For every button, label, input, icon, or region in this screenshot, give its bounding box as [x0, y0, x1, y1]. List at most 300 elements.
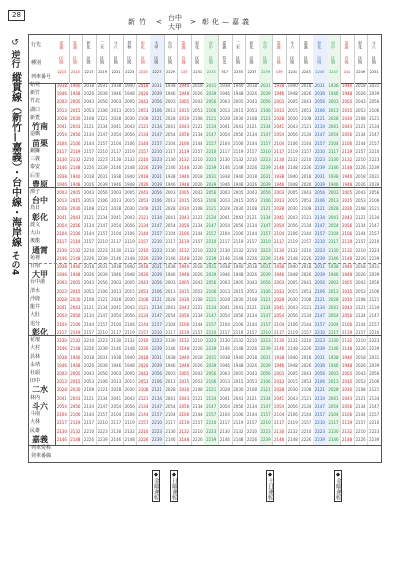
- time-cell: 2043: [287, 214, 298, 220]
- time-cell: 2147: [260, 313, 271, 319]
- train-column: [272, 83, 287, 445]
- time-cell: 2210: [314, 420, 325, 426]
- train-number: 141: [343, 70, 351, 74]
- train-destination: 嘉義: [344, 41, 350, 49]
- time-cell: 2134: [138, 132, 149, 138]
- time-cell: 2108: [355, 115, 366, 121]
- time-cell: 2003: [328, 99, 339, 105]
- time-cell: 2157: [83, 148, 95, 154]
- time-cell: 1940: [341, 264, 353, 269]
- time-cell: 2056: [260, 280, 271, 286]
- train-column-header: [354, 35, 369, 83]
- time-cell: 2226: [192, 255, 203, 261]
- time-cell: 2106: [287, 231, 298, 237]
- time-cell: 2005: [178, 99, 190, 105]
- time-cell: 2013: [56, 288, 67, 294]
- time-cell: 2056: [70, 132, 81, 138]
- time-cell: 2144: [355, 231, 366, 237]
- time-cell: 1946: [165, 362, 176, 368]
- time-cell: 2117: [274, 239, 285, 245]
- time-cell: 2148: [233, 436, 244, 442]
- time-cell: 2028: [165, 387, 176, 393]
- time-cell: 2104: [219, 412, 230, 418]
- time-cell: 2053: [192, 379, 203, 385]
- time-cell: 1940: [233, 264, 244, 269]
- train-destination: 二水: [100, 41, 106, 49]
- time-cell: 2223: [369, 338, 380, 344]
- time-cell: 2104: [328, 231, 339, 237]
- train-type: 区間: [235, 56, 241, 64]
- time-cell: 2157: [151, 412, 162, 418]
- time-cell: 2130: [219, 247, 230, 253]
- time-cell: 2028: [274, 296, 285, 302]
- time-cell: 2106: [341, 231, 353, 237]
- time-cell: 2018: [301, 83, 312, 88]
- time-cell: 2210: [83, 247, 95, 253]
- train-column: [259, 83, 274, 445]
- time-cell: 2157: [192, 239, 203, 245]
- time-cell: 2157: [355, 148, 366, 154]
- time-cell: 2030: [341, 206, 353, 212]
- time-cell: 2148: [287, 255, 298, 261]
- time-cell: 2226: [301, 436, 312, 442]
- time-cell: 2210: [192, 428, 203, 434]
- time-cell: 2108: [192, 296, 203, 302]
- time-cell: 2117: [165, 148, 176, 154]
- time-cell: 1938: [111, 83, 122, 88]
- time-cell: 2106: [151, 198, 162, 204]
- time-cell: 2054: [56, 313, 67, 319]
- time-cell: 2119: [287, 329, 298, 335]
- time-cell: 2119: [178, 329, 190, 335]
- time-cell: 2039: [206, 181, 217, 187]
- time-cell: 2028: [56, 206, 67, 212]
- time-cell: 2043: [70, 214, 81, 220]
- time-cell: 2157: [260, 231, 271, 237]
- note-box: ◆土日運転: [267, 472, 273, 500]
- time-cell: 2018: [355, 83, 366, 88]
- time-cell: 2210: [369, 239, 380, 245]
- timetable-footer: [28, 444, 382, 463]
- page-number: 28: [8, 10, 25, 21]
- time-cell: 2210: [151, 329, 162, 335]
- time-cell: 1940: [233, 173, 244, 179]
- train-type: 自強: [181, 56, 187, 64]
- time-cell: 2121: [192, 305, 203, 311]
- time-cell: 2031: [369, 264, 380, 269]
- time-cell: 2018: [192, 173, 203, 179]
- time-cell: 2226: [301, 165, 312, 171]
- time-cell: 2210: [314, 329, 325, 335]
- time-cell: 2223: [369, 157, 380, 163]
- time-cell: 2226: [138, 436, 149, 442]
- time-cell: 2031: [369, 354, 380, 360]
- time-cell: 2144: [246, 140, 258, 146]
- time-cell: 2121: [369, 115, 380, 121]
- time-cell: 2106: [314, 379, 325, 385]
- time-cell: 2056: [341, 222, 353, 228]
- time-cell: 2030: [287, 387, 298, 393]
- train-type: 区間: [195, 56, 201, 64]
- time-cell: 2043: [287, 124, 298, 130]
- time-cell: 2121: [206, 115, 217, 121]
- time-cell: 2121: [314, 115, 325, 121]
- time-cell: 2121: [83, 214, 95, 220]
- time-cell: 2210: [206, 148, 217, 154]
- time-cell: 2148: [70, 436, 81, 442]
- time-cell: 2108: [192, 206, 203, 212]
- train-destination: 嘉義: [181, 41, 187, 49]
- time-cell: 2056: [233, 403, 244, 409]
- time-cell: 2030: [70, 387, 81, 393]
- time-cell: 2054: [219, 313, 230, 319]
- time-cell: 2015: [70, 379, 81, 385]
- time-cell: 2121: [246, 214, 258, 220]
- time-cell: 2134: [151, 305, 162, 311]
- time-cell: 2056: [314, 280, 325, 286]
- time-cell: 2157: [301, 239, 312, 245]
- time-cell: 1940: [70, 264, 81, 269]
- time-cell: 2015: [70, 198, 81, 204]
- time-grid: [55, 83, 381, 445]
- time-cell: 2106: [314, 288, 325, 294]
- time-cell: 1938: [219, 264, 230, 269]
- time-cell: 1940: [287, 264, 298, 269]
- section-divider: [29, 263, 381, 264]
- time-cell: 2043: [341, 395, 353, 401]
- time-cell: 2026: [138, 181, 149, 187]
- time-cell: 1948: [287, 272, 298, 278]
- time-cell: 2119: [287, 420, 298, 426]
- note-box: ◆金曜運転: [153, 472, 159, 500]
- time-cell: 2147: [314, 313, 325, 319]
- time-cell: 2018: [355, 354, 366, 360]
- time-cell: 2134: [355, 222, 366, 228]
- time-cell: 2013: [111, 379, 122, 385]
- time-cell: 1938: [111, 354, 122, 360]
- train-type: 区間: [127, 56, 133, 64]
- time-cell: 2003: [219, 370, 230, 376]
- time-cell: 2031: [206, 173, 217, 179]
- time-cell: 2147: [97, 132, 108, 138]
- train-column: [232, 83, 247, 445]
- time-cell: 1946: [111, 91, 122, 97]
- time-cell: 2015: [287, 379, 298, 385]
- time-cell: 2003: [328, 370, 339, 376]
- time-cell: 2117: [219, 329, 230, 335]
- time-cell: 2210: [192, 157, 203, 163]
- time-cell: 2030: [341, 296, 353, 302]
- time-cell: 2031: [314, 264, 325, 269]
- time-cell: 2003: [111, 370, 122, 376]
- time-cell: 2210: [206, 239, 217, 245]
- time-cell: 2043: [70, 124, 81, 130]
- time-cell: 2005: [178, 189, 190, 195]
- time-cell: 1938: [165, 264, 176, 269]
- time-cell: 2104: [274, 231, 285, 237]
- time-cell: 2117: [56, 148, 67, 154]
- time-cell: 2144: [246, 231, 258, 237]
- time-cell: 2210: [97, 420, 108, 426]
- time-cell: 1946: [219, 272, 230, 278]
- time-cell: 2117: [56, 329, 67, 335]
- time-cell: 2132: [233, 338, 244, 344]
- time-cell: 2134: [301, 403, 312, 409]
- time-cell: 2239: [206, 436, 217, 442]
- station-name: 談文: [30, 221, 41, 228]
- time-cell: 2148: [233, 255, 244, 261]
- station-name: 龍井: [30, 304, 41, 311]
- time-cell: 2026: [355, 272, 366, 278]
- time-cell: 2134: [301, 313, 312, 319]
- time-cell: 1940: [287, 354, 298, 360]
- time-cell: 2026: [301, 272, 312, 278]
- time-cell: 2054: [219, 403, 230, 409]
- time-cell: 2132: [341, 247, 353, 253]
- train-destination: 嘉義: [72, 41, 78, 49]
- time-cell: 2239: [151, 165, 162, 171]
- time-cell: 2239: [369, 346, 380, 352]
- time-cell: 2121: [83, 124, 95, 130]
- time-cell: 2031: [151, 354, 162, 360]
- time-cell: 2053: [83, 198, 95, 204]
- time-cell: 2031: [369, 83, 380, 88]
- time-cell: 2003: [165, 99, 176, 105]
- time-cell: 2056: [178, 403, 190, 409]
- time-cell: 2026: [192, 91, 203, 97]
- time-cell: 2134: [83, 403, 95, 409]
- time-cell: 2132: [178, 157, 190, 163]
- time-cell: 2104: [56, 140, 67, 146]
- time-cell: 2039: [260, 181, 271, 187]
- time-cell: 2146: [56, 255, 67, 261]
- time-cell: 2106: [369, 107, 380, 113]
- train-number: 2237: [247, 70, 257, 74]
- time-cell: 2106: [260, 379, 271, 385]
- time-cell: 2053: [83, 379, 95, 385]
- time-cell: 1948: [178, 91, 190, 97]
- time-cell: 2130: [328, 338, 339, 344]
- time-cell: 2056: [287, 222, 298, 228]
- time-cell: 2003: [56, 189, 67, 195]
- time-cell: 1938: [219, 173, 230, 179]
- time-cell: 2030: [341, 387, 353, 393]
- time-cell: 2106: [70, 321, 81, 327]
- time-cell: 2015: [70, 288, 81, 294]
- time-cell: 1938: [274, 173, 285, 179]
- time-cell: 2030: [233, 387, 244, 393]
- time-cell: 1940: [124, 173, 135, 179]
- time-cell: 2056: [233, 222, 244, 228]
- time-cell: 1946: [56, 272, 67, 278]
- train-destination: 台中: [167, 41, 173, 49]
- time-cell: 2226: [138, 165, 149, 171]
- station-name: 嘉義: [32, 434, 48, 444]
- time-cell: 2043: [192, 280, 203, 286]
- time-cell: 2147: [151, 403, 162, 409]
- time-cell: 2132: [341, 428, 353, 434]
- time-cell: 2106: [260, 198, 271, 204]
- time-cell: 2226: [246, 255, 258, 261]
- time-cell: 1946: [219, 91, 230, 97]
- time-cell: 2028: [56, 296, 67, 302]
- train-type: 自強: [344, 56, 350, 64]
- time-cell: 2147: [97, 403, 108, 409]
- train-column: [286, 83, 301, 445]
- time-cell: 2121: [314, 206, 325, 212]
- time-cell: 2028: [111, 206, 122, 212]
- station-name: 后里: [30, 172, 41, 179]
- train-destination: 二水: [235, 41, 241, 49]
- time-cell: 1940: [124, 83, 135, 88]
- time-cell: 1946: [328, 272, 339, 278]
- time-cell: 2041: [165, 395, 176, 401]
- time-cell: 1948: [341, 91, 353, 97]
- time-cell: 2134: [97, 305, 108, 311]
- time-cell: 2054: [56, 132, 67, 138]
- time-cell: 2132: [124, 428, 135, 434]
- time-cell: 2119: [341, 148, 353, 154]
- train-type: 区間: [72, 56, 78, 64]
- time-cell: 2132: [287, 247, 298, 253]
- time-cell: 2028: [219, 115, 230, 121]
- time-cell: 2104: [219, 321, 230, 327]
- time-cell: 2056: [97, 99, 108, 105]
- time-cell: 2134: [151, 214, 162, 220]
- station-name: 竹北: [30, 98, 41, 105]
- time-cell: 2028: [274, 206, 285, 212]
- time-cell: 2210: [83, 428, 95, 434]
- train-type: 区間: [290, 56, 296, 64]
- train-type: 区間: [140, 56, 146, 64]
- time-cell: 2030: [124, 206, 135, 212]
- time-cell: 2121: [83, 395, 95, 401]
- station-name: 社頭: [30, 369, 41, 376]
- time-cell: 2041: [111, 124, 122, 130]
- time-cell: 2015: [287, 288, 298, 294]
- time-cell: 2223: [206, 157, 217, 163]
- time-cell: 2210: [97, 239, 108, 245]
- time-cell: 2053: [355, 107, 366, 113]
- station-name: 苗栗: [32, 138, 48, 148]
- time-cell: 2043: [246, 280, 258, 286]
- header-label-number: 列車番号: [31, 74, 52, 80]
- time-cell: 2054: [111, 403, 122, 409]
- time-cell: 2039: [97, 91, 108, 97]
- time-cell: 2147: [97, 313, 108, 319]
- time-cell: 2018: [83, 83, 95, 88]
- time-cell: 2041: [328, 214, 339, 220]
- train-column: [327, 83, 342, 445]
- time-cell: 1948: [124, 272, 135, 278]
- time-cell: 2041: [328, 395, 339, 401]
- time-cell: 1946: [219, 362, 230, 368]
- train-number: 2227: [152, 70, 162, 74]
- train-destination: 台中: [208, 41, 214, 49]
- time-cell: 2134: [138, 313, 149, 319]
- time-cell: 2144: [301, 231, 312, 237]
- time-cell: 2056: [314, 99, 325, 105]
- time-cell: 2005: [341, 280, 353, 286]
- time-cell: 1938: [328, 173, 339, 179]
- time-cell: 2147: [369, 222, 380, 228]
- time-cell: 2005: [124, 280, 135, 286]
- time-cell: 2043: [233, 395, 244, 401]
- train-type: 区間: [303, 56, 309, 64]
- time-cell: 2144: [192, 321, 203, 327]
- time-cell: 2041: [165, 214, 176, 220]
- time-cell: 2054: [165, 222, 176, 228]
- time-cell: 2157: [83, 239, 95, 245]
- time-cell: 2132: [233, 428, 244, 434]
- time-cell: 2132: [341, 157, 353, 163]
- time-cell: 2210: [97, 148, 108, 154]
- time-cell: 2056: [97, 189, 108, 195]
- time-cell: 2003: [219, 189, 230, 195]
- time-cell: 2121: [301, 214, 312, 220]
- time-cell: 2147: [314, 403, 325, 409]
- time-cell: 2018: [301, 264, 312, 269]
- time-cell: 2028: [219, 206, 230, 212]
- time-cell: 1940: [70, 83, 81, 88]
- time-cell: 2026: [301, 362, 312, 368]
- train-number: 517: [221, 70, 229, 74]
- time-cell: 2210: [355, 247, 366, 253]
- time-cell: 1948: [287, 181, 298, 187]
- time-cell: 2043: [287, 395, 298, 401]
- time-cell: 2013: [219, 198, 230, 204]
- time-cell: 2223: [260, 157, 271, 163]
- time-cell: 2056: [206, 189, 217, 195]
- train-type: 区間: [86, 56, 92, 64]
- time-cell: 2223: [314, 157, 325, 163]
- time-cell: 2030: [124, 296, 135, 302]
- time-cell: 2210: [192, 247, 203, 253]
- time-cell: 2041: [274, 124, 285, 130]
- time-cell: 2121: [97, 387, 108, 393]
- time-cell: 1938: [328, 354, 339, 360]
- time-cell: 2157: [246, 329, 258, 335]
- train-destination: 台中: [263, 41, 269, 49]
- time-cell: 2056: [97, 280, 108, 286]
- time-cell: 2147: [151, 313, 162, 319]
- time-cell: 2147: [206, 132, 217, 138]
- time-cell: 2147: [206, 313, 217, 319]
- time-cell: 1948: [178, 181, 190, 187]
- time-cell: 2056: [233, 132, 244, 138]
- time-cell: 1946: [165, 272, 176, 278]
- time-cell: 2005: [287, 99, 298, 105]
- time-cell: 1940: [287, 173, 298, 179]
- station-name: 湖口: [30, 106, 41, 113]
- time-cell: 2005: [124, 189, 135, 195]
- time-cell: 2157: [314, 321, 325, 327]
- time-cell: 2146: [328, 436, 339, 442]
- time-cell: 2053: [138, 288, 149, 294]
- time-cell: 2013: [165, 288, 176, 294]
- time-cell: 2043: [341, 124, 353, 130]
- time-cell: 2041: [111, 395, 122, 401]
- time-cell: 2018: [192, 83, 203, 88]
- time-cell: 2043: [192, 370, 203, 376]
- time-cell: 2056: [341, 403, 353, 409]
- time-cell: 2239: [97, 436, 108, 442]
- time-cell: 2157: [369, 412, 380, 418]
- train-destination: 大甲: [154, 41, 160, 49]
- time-cell: 2005: [70, 189, 81, 195]
- time-cell: 2146: [274, 165, 285, 171]
- time-cell: 2130: [219, 157, 230, 163]
